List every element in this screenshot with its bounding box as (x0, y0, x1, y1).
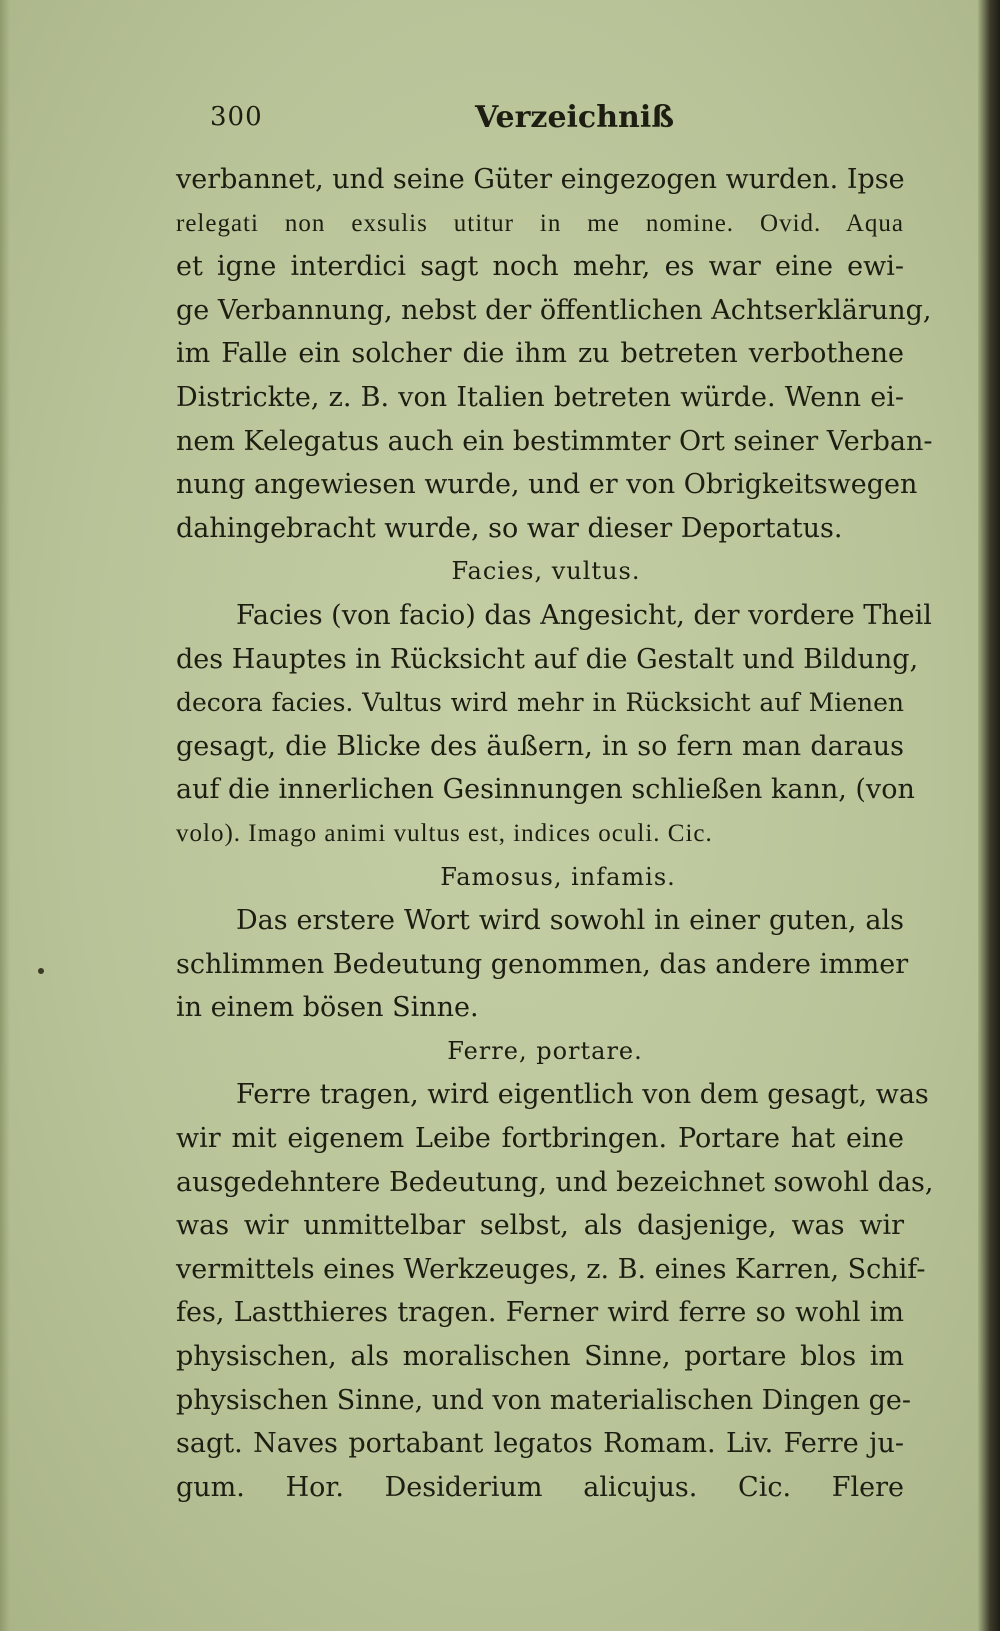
text-line: wir mit eigenem Leibe fortbringen. Portare hat eine (176, 1123, 904, 1155)
text-line: gesagt, die Blicke des äußern, in so fern man daraus (176, 730, 904, 762)
text-line: dahingebracht wurde, so war dieser Deportatus. (176, 512, 843, 544)
text-line: Facies (von facio) das Angesicht, der vordere Theil (236, 599, 932, 631)
text-line: nem Kelegatus auch ein bestimmter Ort seiner Verban- (176, 425, 933, 457)
text-line: gum. Hor. Desiderium alicujus. Cic. Flere (176, 1471, 904, 1503)
text-line: in einem bösen Sinne. (176, 992, 479, 1024)
text-line: et igne interdici sagt noch mehr, es war eine ewi- (176, 251, 904, 283)
text-line: Ferre tragen, wird eigentlich von dem gesagt, was (236, 1079, 929, 1111)
text-line: physischen, als moralischen Sinne, portare blos im (176, 1341, 904, 1373)
entry-heading: Famosus, infamis. (440, 862, 676, 891)
text-line: verbannet, und seine Güter eingezogen wurden. Ipse (176, 164, 905, 195)
text-line: ge Verbannung, nebst der öffentlichen Achtserklärung, (176, 294, 932, 326)
running-head: Verzeichniß (475, 100, 675, 135)
ink-speck (38, 968, 44, 974)
page-gutter-shadow (978, 0, 1000, 1631)
page-number: 300 (210, 102, 263, 132)
text-line: volo). Imago animi vultus est, indices oculi. Cic. (176, 819, 713, 847)
page-left-edge (0, 0, 10, 1631)
text-line: sagt. Naves portabant legatos Romam. Liv. Ferre ju- (176, 1428, 904, 1460)
text-line: auf die innerlichen Gesinnungen schließen kann, (von (176, 774, 915, 806)
text-line: physischen Sinne, und von materialischen Dingen ge- (176, 1384, 911, 1416)
text-line: relegati non exsulis utitur in me nomine. Ovid. Aqua (176, 209, 904, 237)
text-line: im Falle ein solcher die ihm zu betreten verbothene (176, 338, 904, 370)
entry-heading: Facies, vultus. (451, 557, 641, 586)
text-line: Das erstere Wort wird sowohl in einer guten, als (236, 905, 904, 937)
text-line: nung angewiesen wurde, und er von Obrigkeitswegen (176, 469, 918, 501)
text-line: vermittels eines Werkzeuges, z. B. eines Karren, Schif- (176, 1253, 926, 1285)
page-header (210, 100, 675, 138)
entry-heading: Ferre, portare. (447, 1036, 643, 1065)
text-line: schlimmen Bedeutung genommen, das andere immer (176, 948, 909, 980)
text-line: fes, Lastthieres tragen. Ferner wird ferre so wohl im (176, 1297, 904, 1329)
text-line: decora facies. Vultus wird mehr in Rücksicht auf Mienen (176, 688, 904, 718)
text-line: ausgedehntere Bedeutung, und bezeichnet sowohl das, (176, 1166, 934, 1198)
page-body (176, 158, 934, 1509)
text-line: des Hauptes in Rücksicht auf die Gestalt und Bildung, (176, 643, 919, 675)
text-line: was wir unmittelbar selbst, als dasjenige, was wir (176, 1210, 904, 1242)
text-line: Districkte, z. B. von Italien betreten würde. Wenn ei- (176, 381, 904, 413)
